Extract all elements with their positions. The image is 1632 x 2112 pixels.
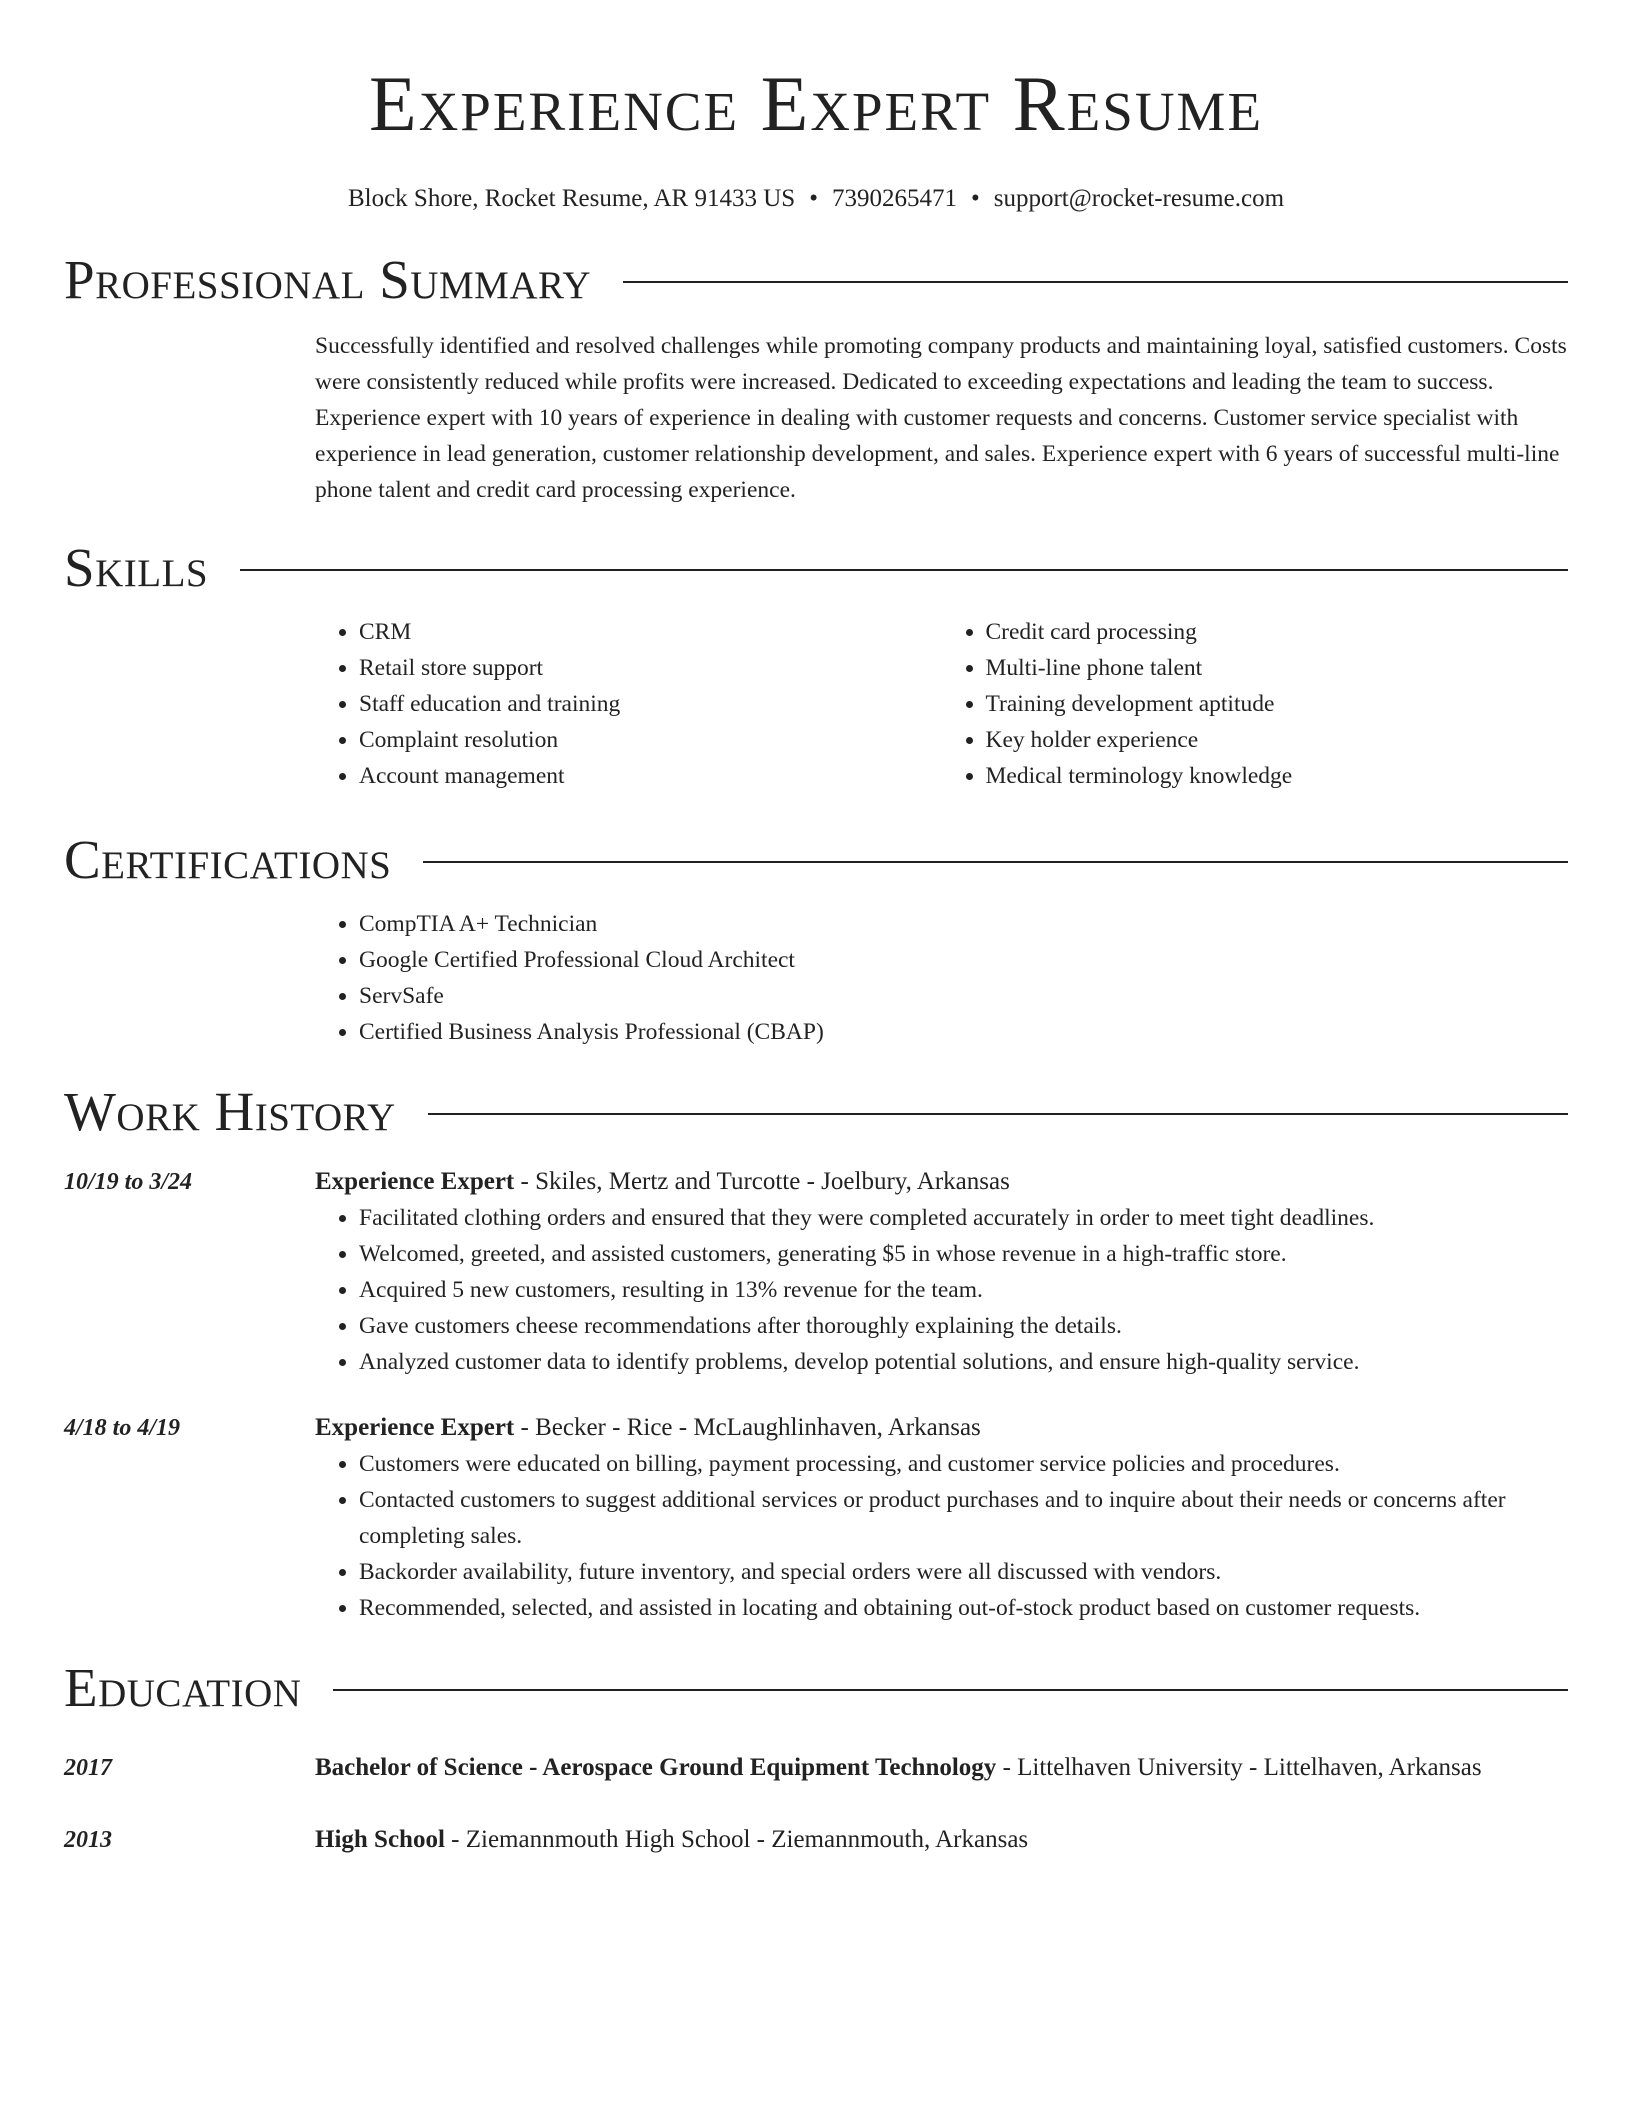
skills-grid	[315, 614, 1568, 794]
certification-item: • CompTIA A+ Technician	[359, 906, 1568, 942]
job-bullet: • Backorder availability, future inventory, and special orders were all discussed with vendors.	[359, 1554, 1568, 1590]
skill-item: • CRM	[359, 614, 942, 650]
section-divider	[623, 281, 1568, 283]
summary-section-header	[64, 248, 1568, 312]
skill-item: • Retail store support	[359, 650, 942, 686]
education-section-header	[64, 1656, 1568, 1720]
job-bullet: • Acquired 5 new customers, resulting in 13% revenue for the team.	[359, 1272, 1568, 1308]
certifications-section-header	[64, 828, 1568, 892]
job-dates: 10/19 to 3/24	[64, 1169, 193, 1195]
job-company: - Becker - Rice - McLaughlinhaven, Arkansas	[514, 1414, 981, 1441]
contact-phone: 7390265471	[831, 185, 957, 212]
job-entry	[64, 1164, 1568, 1380]
certification-item: • Certified Business Analysis Professional (CBAP)	[359, 1014, 1568, 1050]
skill-item: • Training development aptitude	[986, 686, 1569, 722]
skill-item: • Account management	[359, 758, 942, 794]
certifications-list	[315, 906, 1568, 1050]
job-role: Experience Expert	[315, 1168, 515, 1195]
certification-item: • ServSafe	[359, 978, 1568, 1014]
education-school: - Ziemannmouth High School - Ziemannmouth, Arkansas	[444, 1826, 1029, 1853]
skill-item: • Credit card processing	[986, 614, 1569, 650]
skill-item: • Staff education and training	[359, 686, 942, 722]
job-bullets	[315, 1446, 1568, 1626]
work-section-header	[64, 1080, 1568, 1144]
job-title-line	[315, 1164, 1568, 1200]
job-bullet: • Analyzed customer data to identify problems, develop potential solutions, and ensure high-quality service.	[359, 1344, 1568, 1380]
job-details	[315, 1410, 1568, 1626]
skill-item: • Complaint resolution	[359, 722, 942, 758]
education-school: - Littelhaven University - Littelhaven, Arkansas	[996, 1754, 1482, 1781]
skill-item: • Key holder experience	[986, 722, 1569, 758]
education-degree: Bachelor of Science - Aerospace Ground Equipment Technology	[315, 1754, 997, 1781]
certification-item: • Google Certified Professional Cloud Architect	[359, 942, 1568, 978]
skill-item: • Medical terminology knowledge	[986, 758, 1569, 794]
education-details	[315, 1750, 1568, 1786]
section-divider	[333, 1689, 1568, 1691]
job-bullet: • Welcomed, greeted, and assisted customers, generating $5 in whose revenue in a high-traffic store.	[359, 1236, 1568, 1272]
summary-section-title: Professional Summary	[64, 249, 592, 310]
education-degree: High School	[315, 1826, 445, 1853]
job-company: - Skiles, Mertz and Turcotte - Joelbury, Arkansas	[514, 1168, 1010, 1195]
skills-section-title: Skills	[64, 537, 209, 598]
job-bullet: • Customers were educated on billing, payment processing, and customer service policies and procedures.	[359, 1446, 1568, 1482]
certifications-block	[315, 906, 1568, 1050]
contact-address: Block Shore, Rocket Resume, AR 91433 US	[347, 185, 796, 212]
education-details	[315, 1822, 1568, 1858]
job-role: Experience Expert	[315, 1414, 515, 1441]
job-entry	[64, 1410, 1568, 1626]
resume-name: Experience Expert Resume	[368, 60, 1264, 147]
job-bullet: • Recommended, selected, and assisted in locating and obtaining out-of-stock product based on customer requests.	[359, 1590, 1568, 1626]
contact-email[interactable]: support@rocket-resume.com	[993, 185, 1285, 212]
summary-text: Successfully identified and resolved challenges while promoting company products and maintaining loyal, satisfied customers. Costs were consistently reduced while profits were increased. Dedicated to exceeding expectations and leading the team to success. Experience expert with 10 years of experience in dealing with customer requests and concerns. Customer service specialist with experience in lead generation, customer relationship development, and sales. Experience expert with 6 years of successful multi-line phone talent and credit card processing experience.	[315, 333, 1567, 503]
skills-list-right	[942, 614, 1569, 794]
education-section-title: Education	[64, 1657, 302, 1718]
contact-line	[64, 184, 1568, 214]
section-divider	[240, 569, 1568, 571]
contact-separator: •	[809, 185, 818, 212]
education-year: 2017	[64, 1755, 112, 1781]
job-bullet: • Facilitated clothing orders and ensured that they were completed accurately in order to meet tight deadlines.	[359, 1200, 1568, 1236]
job-bullet: • Contacted customers to suggest additional services or product purchases and to inquire about their needs or concerns after completing sales.	[359, 1482, 1568, 1554]
job-bullets	[315, 1200, 1568, 1380]
skills-list-left	[315, 614, 942, 794]
job-dates: 4/18 to 4/19	[64, 1415, 181, 1441]
education-year: 2013	[64, 1827, 112, 1853]
job-details	[315, 1164, 1568, 1380]
section-divider	[423, 861, 1568, 863]
work-section-title: Work History	[64, 1081, 396, 1142]
certifications-section-title: Certifications	[64, 829, 392, 890]
skill-item: • Multi-line phone talent	[986, 650, 1569, 686]
education-entry	[64, 1750, 1568, 1786]
skills-section-header	[64, 536, 1568, 600]
education-entry	[64, 1822, 1568, 1858]
contact-separator: •	[970, 185, 980, 212]
section-divider	[428, 1113, 1568, 1115]
job-bullet: • Gave customers cheese recommendations after thoroughly explaining the details.	[359, 1308, 1568, 1344]
job-title-line	[315, 1410, 1568, 1446]
